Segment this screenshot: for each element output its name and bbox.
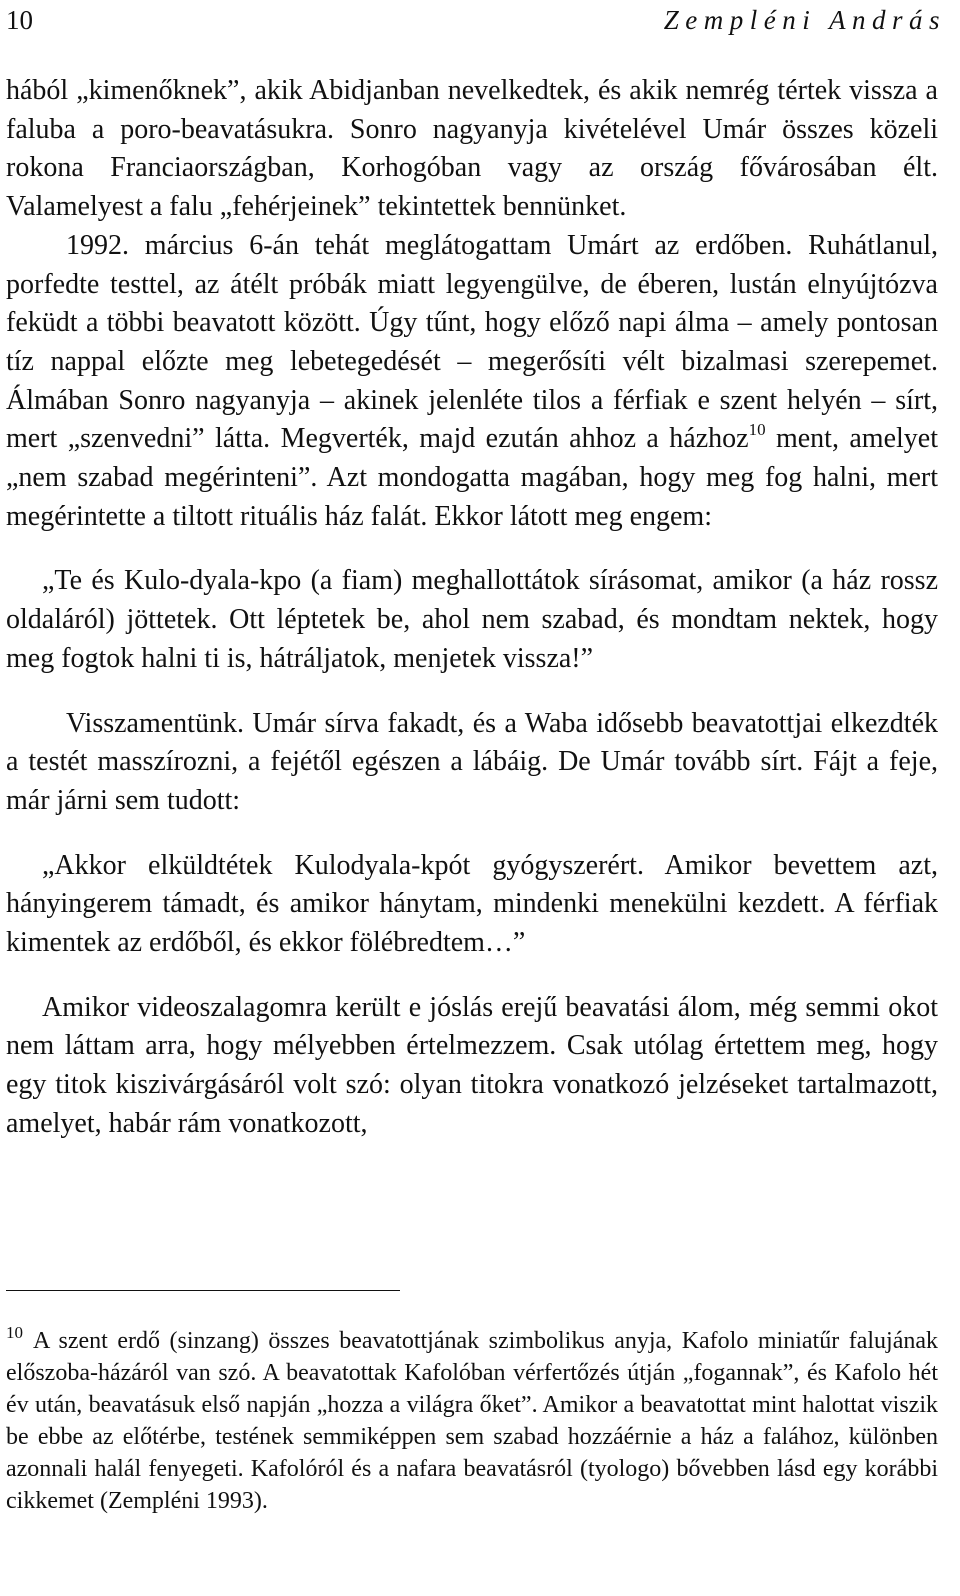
footnote-separator [6,1290,400,1291]
paragraph-3: Visszamentünk. Umár sírva fakadt, és a Waba idősebb beavatottjai elkezdték a testét masszírozni, a fejétől egészen a lábáig. De Umár tovább sírt. Fájt a feje, már járni sem tudott: [6,707,938,816]
paragraph-4: Amikor videoszalagomra került e jóslás erejű beavatási álom, még semmi okot nem láttam arra, hogy mélyebben értelmezzem. Csak utólag értettem meg, hogy egy titok kiszivárgásáról volt szó: olyan titokra vonatkozó jelzéseket tartalmazott, amelyet, habár rám vonatkozott, [6,991,938,1139]
paragraph-1: hából „kimenőknek”, akik Abidjanban nevelkedtek, és akik nemrég tértek vissza a faluba a poro-beavatásukra. Sonro nagyanyja kivételével Umár összes közeli rokona Franciaországban, Korhogóban vagy az ország fővárosában élt. Valamelyest a falu „fehérjeinek” tekintettek bennünket. [6,75,938,223]
body-text [6,72,938,1144]
footnote-ref-10: 10 [748,420,766,440]
footnote [6,1325,938,1517]
footnote-text: A szent erdő (sinzang) összes beavatottjának szimbolikus anyja, Kafolo miniatűr falujának előszoba-házáról van szó. A beavatottak Kafolóban vérfertőzés útján „fogannak”, és Kafolo hét év után, beavatásuk első napján „hozza a világra őket”. Amikor a beavatottat mint halottat viszik be ebbe az előtérbe, testének semmiképpen sem szabad hozzáérnie a ház a falához, különben azonnali halál fenyegeti. Kafolóról és a nafara beavatásról (tyologo) bővebben lásd egy korábbi cikkemet (Zempléni 1993). [6,1328,938,1514]
page-number: 10 [6,5,33,35]
running-head: Zempléni András [663,5,946,35]
paragraph-2-text-a: 1992. március 6-án tehát meglátogattam Umárt az erdőben. Ruhátlanul, porfedte testtel, az átélt próbák miatt legyengülve, de éberen, lustán elnyújtózva feküdt a többi beavatott között. Úgy tűnt, hogy előző napi álma – amely pontosan tíz nappal előzte meg lebetegedését – megerősíti vélt bizalmasi szerepemet. Álmában Sonro nagyanyja – akinek jelenléte tilos a férfiak e szent helyén – sírt, mert „szenvedni” látta. Megverték, majd ezután ahhoz a házhoz [6,229,938,455]
dream-quote-2: „Akkor elküldtétek Kulodyala-kpót gyógyszerért. Amikor bevettem azt, hányingerem támadt, és amikor hánytam, mindenki menekülni kezdett. A férfiak kimentek az erdőből, és ekkor fölébredtem…” [6,849,938,959]
footnote-number: 10 [6,1323,23,1342]
paragraph-2 [6,227,938,537]
page-header [6,2,946,38]
dream-quote-1: „Te és Kulo-dyala-kpo (a fiam) meghallottátok sírásomat, amikor (a ház rossz oldaláról) jöttetek. Ott léptetek be, ahol nem szabad, és mondtam nektek, hogy meg fogtok halni ti is, hátráljatok, menjetek vissza!” [6,565,938,674]
paragraph-2-text-b: ment, amelyet „nem szabad megérinteni”. Azt mondogatta magában, hogy meg fog halni, mert megérintette a tiltott rituális ház falát. Ekkor látott meg engem: [6,423,939,532]
